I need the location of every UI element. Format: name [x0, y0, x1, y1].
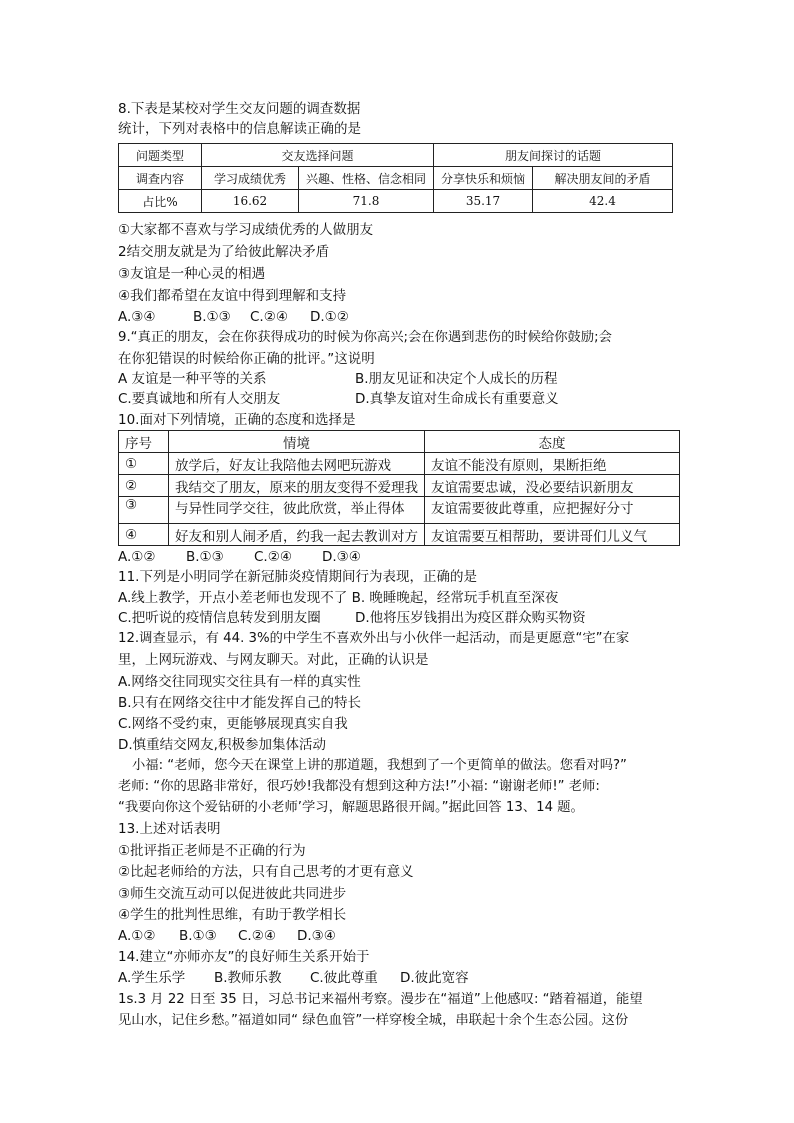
table-header: 序号	[119, 431, 169, 453]
q12-option-a: A.网络交往同现实交往具有一样的真实性	[118, 674, 361, 690]
q9-option-d: D.真挚友谊对生命成长有重要意义	[355, 391, 559, 407]
table-cell: 42.4	[533, 190, 673, 213]
survey-table	[118, 143, 673, 213]
q8-statement: 2结交朋友就是为了给彼此解决矛盾	[118, 244, 330, 260]
table-row	[119, 475, 680, 497]
table-cell: 兴趣、性格、信念相同	[299, 167, 434, 190]
q9-stem-line2: 在你犯错误的时候给你正确的批评。”这说明	[118, 351, 375, 367]
table-cell: ①	[119, 453, 169, 475]
table-row	[119, 453, 680, 475]
table-cell: 友谊需要互相帮助，要讲哥们儿义气	[425, 524, 680, 546]
table-cell: 分享快乐和烦恼	[434, 167, 533, 190]
q13-option-d: D.③④	[297, 928, 336, 944]
q13-statement: ③师生交流互动可以促进彼此共同进步	[118, 886, 347, 902]
q8-option-a: A.③④	[118, 309, 156, 325]
table-cell: 好友和别人闹矛盾，约我一起去教训对方	[169, 524, 425, 546]
q10-option-a: A.①②	[118, 549, 156, 565]
q8-statement: ①大家都不喜欢与学习成绩优秀的人做朋友	[118, 222, 374, 238]
q13-statement: ②比起老师给的方法，只有自己思考的才更有意义	[118, 864, 414, 880]
table-cell: 友谊不能没有原则，果断拒绝	[425, 453, 680, 475]
table-row	[119, 524, 680, 546]
table-cell: 放学后，好友让我陪他去网吧玩游戏	[169, 453, 425, 475]
q10-stem: 10.面对下列情境，正确的态度和选择是	[118, 412, 356, 428]
table-cell: 朋友间探讨的话题	[434, 144, 673, 167]
table-cell: 16.62	[202, 190, 299, 213]
q13-option-b: B.①③	[179, 928, 217, 944]
table-cell: 解决朋友间的矛盾	[533, 167, 673, 190]
table-row	[119, 497, 680, 524]
table-cell: 我结交了朋友，原来的朋友变得不爱理我	[169, 475, 425, 497]
q14-option-a: A.学生乐学	[118, 970, 186, 986]
q13-option-a: A.①②	[118, 928, 156, 944]
table-cell: 交友选择问题	[202, 144, 434, 167]
q8-stem-line1: 8.下表是某校对学生交友问题的调查数据	[118, 101, 361, 117]
q10-option-c: C.②④	[254, 549, 292, 565]
table-header: 情境	[169, 431, 425, 453]
q11-option-d: D.他将压岁钱捐出为疫区群众购买物资	[355, 610, 586, 626]
table-cell: 问题类型	[119, 144, 202, 167]
q9-option-c: C.要真诚地和所有人交朋友	[118, 391, 281, 407]
q15-stem-line1: 1s.3 月 22 日至 35 日，习总书记来福州考察。漫步在“福道”上他感叹: “踏着福道，能望	[118, 992, 643, 1007]
q8-statement: ④我们都希望在友谊中得到理解和支持	[118, 288, 347, 304]
q13-statement: ④学生的批判性思维，有助于教学相长	[118, 907, 347, 923]
q14-option-b: B.教师乐教	[214, 970, 282, 986]
table-cell: 友谊需要忠诚，没必要结识新朋友	[425, 475, 680, 497]
dialogue-line3: “我要向你这个爱钻研的小老师’学习，解题思路很开阔。”据此回答 13、14 题。	[118, 800, 584, 815]
table-cell: ④	[119, 524, 169, 546]
q12-option-b: B.只有在网络交往中才能发挥自己的特长	[118, 695, 362, 711]
q13-option-c: C.②④	[238, 928, 276, 944]
table-cell: 71.8	[299, 190, 434, 213]
table-row	[119, 144, 673, 167]
table-row	[119, 190, 673, 213]
table-cell: ③	[119, 497, 169, 524]
table-row	[119, 167, 673, 190]
table-cell: 与异性同学交往，彼此欣赏，举止得体	[169, 497, 425, 524]
table-cell: 35.17	[434, 190, 533, 213]
q11-stem: 11.下列是小明同学在新冠肺炎疫情期间行为表现，正确的是	[118, 569, 477, 585]
q12-option-c: C.网络不受约束，更能够展现真实自我	[118, 716, 348, 732]
q10-option-b: B.①③	[186, 549, 224, 565]
table-header: 态度	[425, 431, 680, 453]
q13-stem: 13.上述对话表明	[118, 821, 221, 837]
table-row	[119, 431, 680, 453]
q8-option-b: B.①③	[193, 309, 231, 325]
dialogue-line2: 老师: “你的思路非常好，很巧妙!我都没有想到这种方法!”小福: “谢谢老师!” 老师:	[118, 779, 600, 794]
table-cell: 学习成绩优秀	[202, 167, 299, 190]
dialogue-line1: 小福: “老师，您今天在课堂上讲的那道题，我想到了一个更简单的做法。您看对吗?”	[132, 758, 627, 773]
q8-option-d: D.①②	[310, 309, 349, 325]
q12-stem-line2: 里，上网玩游戏、与网友聊天。对此，正确的认识是	[118, 652, 429, 668]
q9-stem-line1: 9.“真正的朋友，会在你获得成功的时候为你高兴;会在你遇到悲伤的时候给你鼓励;会	[118, 330, 612, 345]
q12-option-d: D.慎重结交网友,积极参加集体活动	[118, 737, 326, 753]
table-cell: 友谊需要彼此尊重，应把握好分寸	[425, 497, 680, 524]
situation-table	[118, 430, 680, 546]
q14-option-d: D.彼此宽容	[400, 970, 469, 986]
q8-option-c: C.②④	[250, 309, 288, 325]
q13-statement: ①批评指正老师是不正确的行为	[118, 843, 306, 859]
table-cell: 调查内容	[119, 167, 202, 190]
q14-option-c: C.彼此尊重	[310, 970, 378, 986]
table-cell: ②	[119, 475, 169, 497]
q9-option-b: B.朋友见证和决定个人成长的历程	[355, 371, 558, 387]
q14-stem: 14.建立“亦师亦友”的良好师生关系开始于	[118, 949, 370, 965]
q8-stem-line2: 统计，下列对表格中的信息解读正确的是	[118, 121, 361, 137]
q8-statement: ③友谊是一种心灵的相遇	[118, 266, 266, 282]
q12-stem-line1: 12.调查显示，有 44. 3%的中学生不喜欢外出与小伙伴一起活动，而是更愿意“宅”在家	[118, 631, 630, 646]
q10-option-d: D.③④	[322, 549, 361, 565]
q15-stem-line2: 见山水，记住乡愁。”福道如同“ 绿色血管”一样穿梭全城，串联起十余个生态公园。这份	[118, 1013, 629, 1028]
q9-option-a: A 友谊是一种平等的关系	[118, 371, 267, 387]
q11-option-c: C.把听说的疫情信息转发到朋友圈	[118, 610, 321, 626]
q11-options-ab: A.线上教学，开点小差老师也发现不了 B. 晚睡晚起，经常玩手机直至深夜	[118, 590, 559, 606]
table-cell: 占比%	[119, 190, 202, 213]
